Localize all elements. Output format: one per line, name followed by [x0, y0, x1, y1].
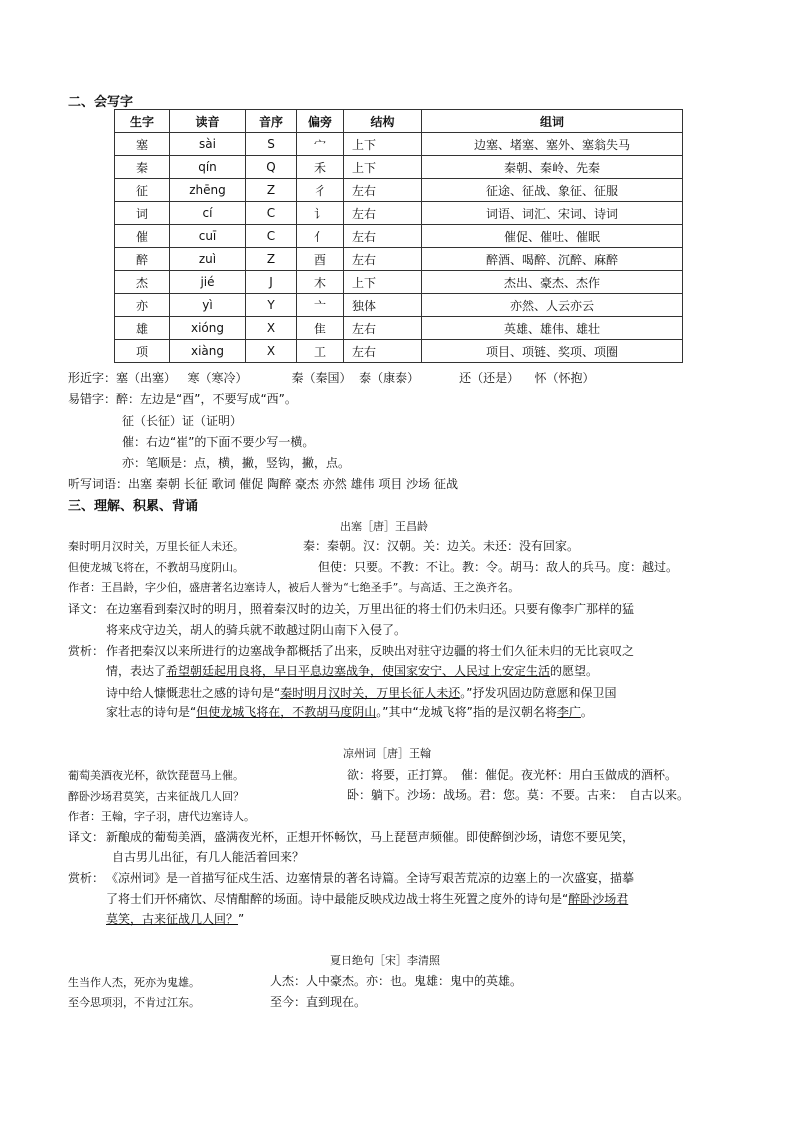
poem-note: 但使：只要。不教：不让。教：令。胡马：敌人的兵马。度：越过。 — [318, 560, 679, 574]
table-row — [115, 340, 683, 363]
cell-words: 项目、项链、奖项、项圈 — [422, 340, 683, 363]
appreciation-text: 了将士们开怀痛饮、尽情酣醉的场面。诗中最能反映戍边战士将生死置之度外的诗句是“ — [106, 892, 569, 906]
error-prone-item: 催：右边“崔”的下面不要少写一横。 — [122, 435, 315, 449]
cell-words: 征途、征战、象征、征服 — [422, 179, 683, 202]
cell-words: 边塞、堵塞、塞外、塞翁失马 — [422, 133, 683, 156]
translation-text: 在边塞看到秦汉时的明月，照着秦汉时的边关，万里出征的将士们仍未归还。只要有像李广那样的猛 — [106, 602, 635, 616]
appreciation-text: 的愿望。 — [550, 664, 599, 678]
header-pinyin: 读音 — [170, 110, 246, 133]
cell-initial: Y — [246, 294, 297, 317]
cell-words: 催促、催吐、催眠 — [422, 225, 683, 248]
cell-pinyin: cí — [170, 202, 246, 225]
cell-structure: 左右 — [344, 317, 422, 340]
cell-pinyin: xióng — [170, 317, 246, 340]
appreciation-text: ” — [238, 912, 245, 926]
cell-char: 词 — [115, 202, 170, 225]
cell-words: 英雄、雄伟、雄壮 — [422, 317, 683, 340]
similar-label: 形近字： — [68, 371, 117, 385]
cell-radical: 宀 — [297, 133, 344, 156]
cell-initial: X — [246, 317, 297, 340]
poem-note: 卧：躺下。沙场：战场。君：您。莫：不要。古来： 自古以来。 — [347, 788, 690, 802]
translation-text: 自古男儿出征，有几人能活着回来？ — [112, 850, 305, 864]
appreciation-text: 诗中给人慷慨悲壮之感的诗句是“ — [106, 686, 281, 700]
similar-item: 还（还是） — [459, 371, 520, 385]
appreciation-text-line — [106, 662, 598, 679]
cell-structure: 上下 — [344, 133, 422, 156]
table-row — [115, 317, 683, 340]
cell-structure: 上下 — [344, 271, 422, 294]
cell-initial: Q — [246, 156, 297, 179]
table-row — [115, 248, 683, 271]
error-prone-item: 征（长征）证（证明） — [122, 414, 243, 428]
appreciation-text: 。”其中“龙城飞将”指的是汉朝名将 — [376, 705, 557, 719]
translation-label: 译文： — [68, 602, 105, 616]
poem-line: 至今思项羽，不肯过江东。 — [68, 996, 200, 1009]
underlined-answer: 醉卧沙场君 — [568, 892, 629, 906]
appreciation-text-line — [106, 703, 593, 720]
similar-item: 怀（怀抱） — [534, 371, 595, 385]
appreciation-label: 赏析： — [68, 871, 105, 885]
error-prone-label: 易错字： — [68, 392, 117, 406]
cell-pinyin: cuī — [170, 225, 246, 248]
appreciation-text: 情，表达了 — [106, 664, 167, 678]
similar-item: 泰（康泰） — [359, 371, 420, 385]
table-row — [115, 271, 683, 294]
cell-char: 醉 — [115, 248, 170, 271]
cell-pinyin: qín — [170, 156, 246, 179]
cell-initial: C — [246, 202, 297, 225]
poem-title-xiarijueju: 夏日绝句［宋］李清照 — [330, 954, 440, 967]
cell-initial: X — [246, 340, 297, 363]
table-row — [115, 179, 683, 202]
cell-radical: 亠 — [297, 294, 344, 317]
cell-char: 项 — [115, 340, 170, 363]
poem-note: 欲：将要，正打算。 催：催促。夜光杯：用白玉做成的酒杯。 — [347, 768, 678, 782]
cell-structure: 上下 — [344, 156, 422, 179]
header-words: 组词 — [422, 110, 683, 133]
table-row — [115, 225, 683, 248]
similar-item: 寒（寒冷） — [187, 371, 248, 385]
poem-note: 人杰：人中豪杰。亦：也。鬼雄：鬼中的英雄。 — [270, 974, 523, 988]
header-char: 生字 — [115, 110, 170, 133]
underlined-answer: 希望朝廷起用良将，早日平息边塞战争，使国家安宁、人民过上安定生活 — [166, 664, 551, 678]
cell-structure: 左右 — [344, 225, 422, 248]
cell-structure: 左右 — [344, 179, 422, 202]
translation-label: 译文： — [68, 830, 105, 844]
cell-char: 亦 — [115, 294, 170, 317]
cell-pinyin: zuì — [170, 248, 246, 271]
cell-char: 雄 — [115, 317, 170, 340]
dictation-words-line — [68, 475, 458, 492]
header-structure: 结构 — [344, 110, 422, 133]
underlined-answer: 但使龙城飞将在，不教胡马度阴山 — [196, 705, 377, 719]
characters-table — [114, 109, 683, 363]
appreciation-text: 家壮志的诗句是“ — [106, 705, 197, 719]
error-prone-line-1 — [68, 390, 297, 407]
dictation-words: 出塞 秦朝 长征 歌词 催促 陶醉 豪杰 亦然 雄伟 项目 沙场 征战 — [128, 477, 458, 491]
appreciation-label: 赏析： — [68, 644, 105, 658]
cell-pinyin: xiàng — [170, 340, 246, 363]
cell-initial: Z — [246, 179, 297, 202]
appreciation-text: 。”抒发巩固边防意愿和保卫国 — [460, 686, 617, 700]
poem-note: 至今：直到现在。 — [270, 995, 367, 1009]
cell-initial: Z — [246, 248, 297, 271]
poem-line: 秦时明月汉时关，万里长征人未还。 — [68, 540, 244, 553]
header-radical: 偏旁 — [297, 110, 344, 133]
cell-structure: 左右 — [344, 340, 422, 363]
table-row — [115, 294, 683, 317]
cell-structure: 左右 — [344, 248, 422, 271]
cell-pinyin: yì — [170, 294, 246, 317]
appreciation-text: 《凉州词》是一首描写征戍生活、边塞情景的著名诗篇。全诗写艰苦荒凉的边塞上的一次盛宴，描摹 — [106, 871, 635, 885]
cell-pinyin: zhēng — [170, 179, 246, 202]
cell-char: 杰 — [115, 271, 170, 294]
poem-line: 葡萄美酒夜光杯，欲饮琵琶马上催。 — [68, 769, 244, 782]
cell-pinyin: sài — [170, 133, 246, 156]
cell-initial: J — [246, 271, 297, 294]
cell-initial: C — [246, 225, 297, 248]
table-header-row — [115, 110, 683, 133]
similar-characters-line — [68, 369, 594, 386]
translation-text: 新酿成的葡萄美酒，盛满夜光杯，正想开怀畅饮，马上琵琶声频催。即使醉倒沙场，请您不要见笑， — [106, 830, 635, 844]
appreciation-text-line — [106, 910, 244, 927]
poem-line: 但使龙城飞将在，不教胡马度阴山。 — [68, 561, 244, 574]
underlined-answer: 莫笑，古来征战几人回？ — [106, 912, 239, 926]
cell-structure: 独体 — [344, 294, 422, 317]
underlined-answer: 秦时明月汉时关，万里长征人未还 — [280, 686, 461, 700]
error-prone-item: 醉：左边是“酉”，不要写成“西”。 — [116, 392, 297, 406]
cell-words: 醉酒、喝醉、沉醉、麻醉 — [422, 248, 683, 271]
cell-radical: 亻 — [297, 225, 344, 248]
similar-item: 秦（秦国） — [291, 371, 352, 385]
cell-radical: 彳 — [297, 179, 344, 202]
poem-title-liangzhouci: 凉州词［唐］王翰 — [343, 747, 431, 760]
cell-char: 征 — [115, 179, 170, 202]
cell-radical: 木 — [297, 271, 344, 294]
error-prone-item: 亦：笔顺是：点，横，撇，竖钩，撇，点。 — [122, 456, 351, 470]
appreciation-text: 作者把秦汉以来所进行的边塞战争都概括了出来，反映出对驻守边疆的将士们久征未归的无比哀叹之 — [106, 644, 635, 658]
cell-char: 秦 — [115, 156, 170, 179]
similar-item: 塞（出塞） — [116, 371, 177, 385]
cell-words: 秦朝、秦岭、先秦 — [422, 156, 683, 179]
appreciation-text: 。 — [580, 705, 593, 719]
cell-char: 塞 — [115, 133, 170, 156]
cell-initial: S — [246, 133, 297, 156]
cell-radical: 讠 — [297, 202, 344, 225]
poem-title-chusai: 出塞［唐］王昌龄 — [340, 520, 428, 533]
translation-text: 将来戍守边关，胡人的骑兵就不敢越过阴山南下入侵了。 — [106, 623, 407, 637]
cell-radical: 工 — [297, 340, 344, 363]
poem-author: 作者：王昌龄，字少伯，盛唐著名边塞诗人，被后人誉为“七绝圣手”。与高适、王之涣齐名。 — [68, 581, 520, 594]
cell-radical: 隹 — [297, 317, 344, 340]
cell-radical: 酉 — [297, 248, 344, 271]
section-heading-write: 二、会写字 — [68, 95, 134, 110]
dictation-label: 听写词语： — [68, 477, 129, 491]
cell-char: 催 — [115, 225, 170, 248]
table-row — [115, 133, 683, 156]
cell-structure: 左右 — [344, 202, 422, 225]
appreciation-text-line — [106, 890, 628, 907]
cell-words: 词语、词汇、宋词、诗词 — [422, 202, 683, 225]
poem-note: 秦：秦朝。汉：汉朝。关：边关。未还：没有回家。 — [303, 539, 580, 553]
poem-line: 醉卧沙场君莫笑，古来征战几人回？ — [68, 790, 244, 803]
poem-line: 生当作人杰，死亦为鬼雄。 — [68, 976, 200, 989]
appreciation-text-line — [106, 684, 616, 701]
underlined-answer: 李广 — [556, 705, 581, 719]
cell-words: 亦然、人云亦云 — [422, 294, 683, 317]
cell-radical: 禾 — [297, 156, 344, 179]
header-initial: 音序 — [246, 110, 297, 133]
cell-pinyin: jié — [170, 271, 246, 294]
poem-author: 作者：王翰，字子羽，唐代边塞诗人。 — [68, 810, 255, 823]
cell-words: 杰出、豪杰、杰作 — [422, 271, 683, 294]
table-row — [115, 156, 683, 179]
section-heading-understand: 三、理解、积累、背诵 — [68, 499, 199, 514]
table-row — [115, 202, 683, 225]
